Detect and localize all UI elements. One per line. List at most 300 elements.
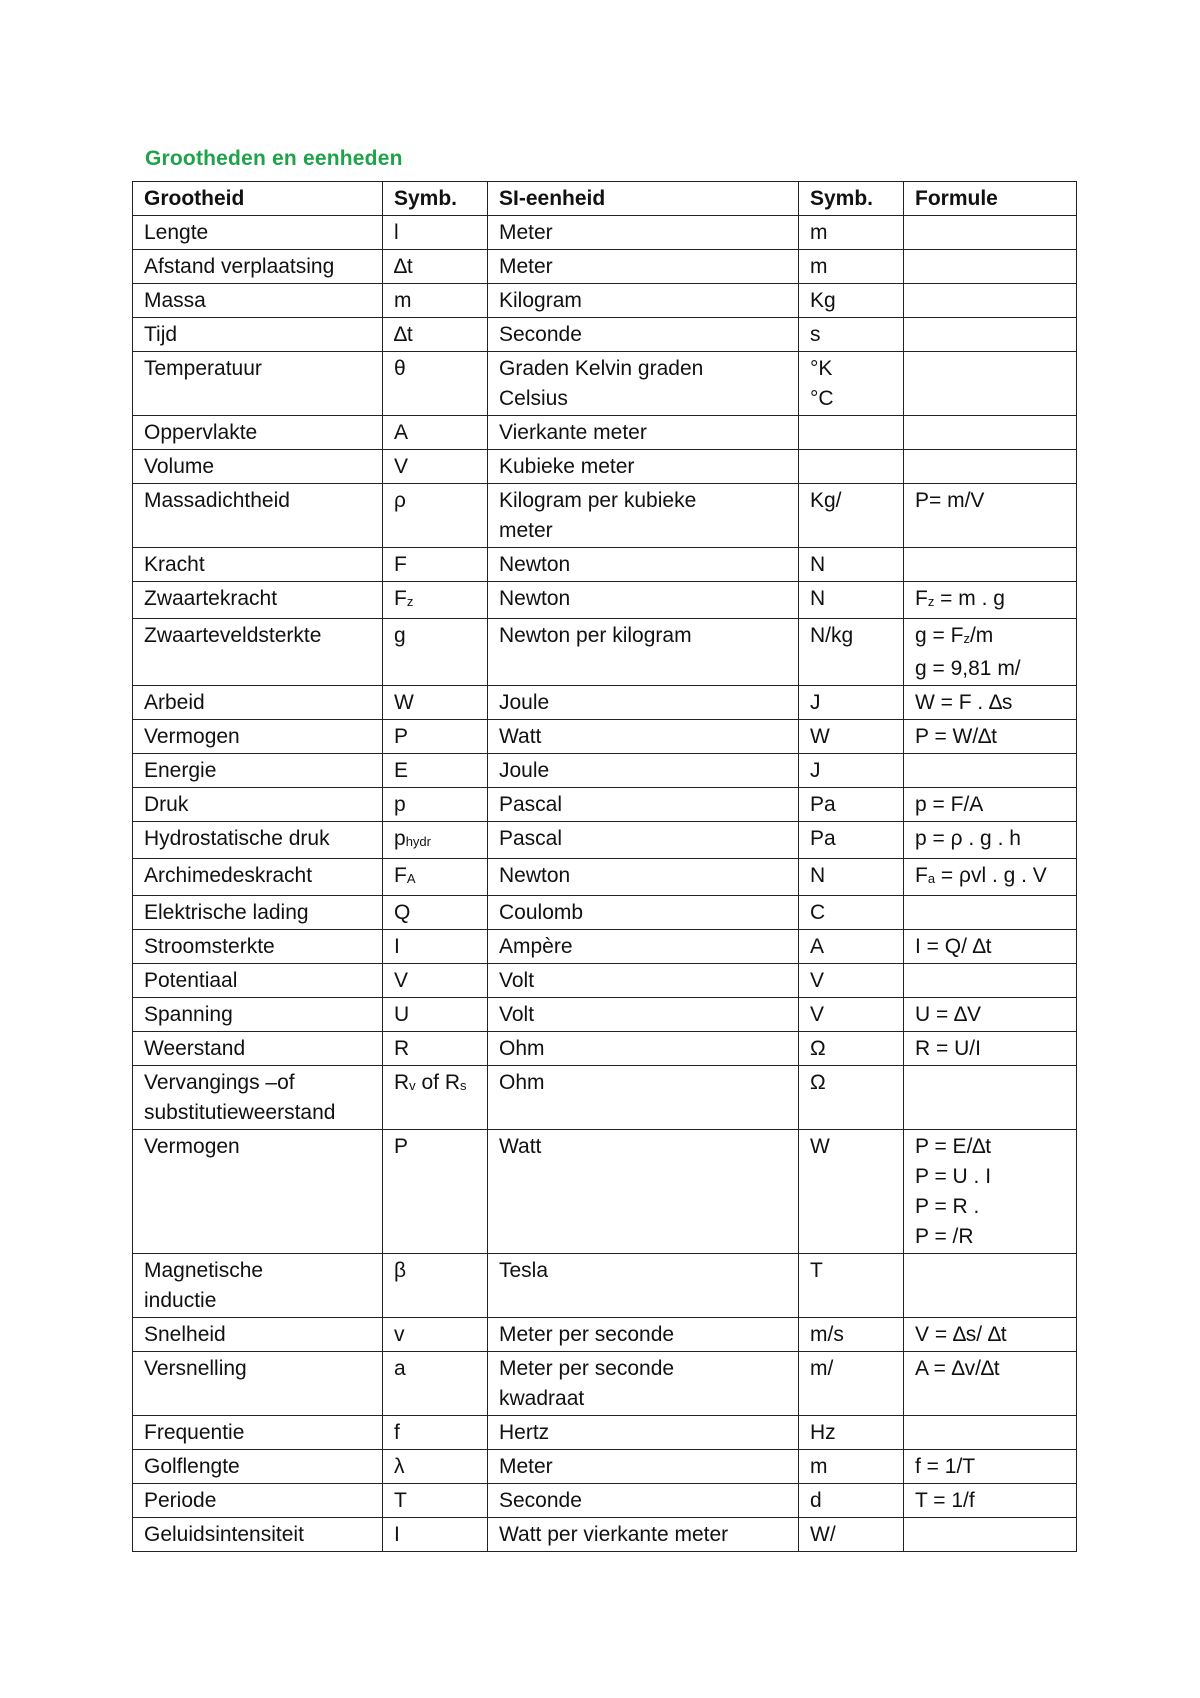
unit-symbol-cell <box>799 1130 904 1254</box>
unit-cell <box>488 1032 799 1066</box>
symbol-cell <box>383 930 488 964</box>
unit-cell <box>488 619 799 686</box>
symbol-cell <box>383 548 488 582</box>
formula-text: Fa = ρvl . g . V <box>915 864 1047 887</box>
quantity-text: Volume <box>144 455 215 478</box>
quantity-text: Archimedeskracht <box>144 864 313 887</box>
quantity-text: Frequentie <box>144 1421 245 1444</box>
formula-cell <box>904 352 1077 416</box>
symbol-text: Rv of Rs <box>394 1071 467 1094</box>
quantity-text: Hydrostatische druk <box>144 827 330 850</box>
symbol-text: E <box>394 759 409 782</box>
unit-cell <box>488 788 799 822</box>
quantity-cell <box>133 964 383 998</box>
unit-cell <box>488 250 799 284</box>
symbol-cell <box>383 1318 488 1352</box>
symbol-text: V <box>394 969 409 992</box>
symbol-text: I <box>394 1523 400 1546</box>
symbol-cell <box>383 1450 488 1484</box>
symbol-cell <box>383 484 488 548</box>
table-row <box>133 352 1077 416</box>
unit-symbol-cell <box>799 964 904 998</box>
formula-cell <box>904 250 1077 284</box>
quantity-cell <box>133 450 383 484</box>
symbol-text: V <box>394 455 409 478</box>
header-unit-symbol: Symb. <box>799 182 904 216</box>
table-row <box>133 998 1077 1032</box>
unit-symbol-cell <box>799 250 904 284</box>
formula-text: A = ∆v/∆t <box>915 1357 1000 1380</box>
table-row <box>133 822 1077 859</box>
unit-symbol-cell <box>799 548 904 582</box>
symbol-text: ρ <box>394 489 406 512</box>
unit-symbol-text: Ω <box>810 1037 826 1060</box>
quantity-text: Stroomsterkte <box>144 935 275 958</box>
unit-cell <box>488 548 799 582</box>
unit-symbol-text: m <box>810 221 828 244</box>
unit-symbol-text: m/ <box>810 1357 834 1380</box>
unit-cell <box>488 896 799 930</box>
quantity-cell <box>133 1416 383 1450</box>
formula-text: Fz = m . g <box>915 587 1005 610</box>
symbol-text: ∆t <box>394 255 413 278</box>
unit-cell <box>488 720 799 754</box>
symbol-cell <box>383 859 488 896</box>
quantity-text: Spanning <box>144 1003 233 1026</box>
unit-symbol-text: Kg/ <box>810 489 842 512</box>
table-header-row <box>133 182 1077 216</box>
formula-cell <box>904 788 1077 822</box>
table-row <box>133 930 1077 964</box>
unit-text: Ohm <box>499 1037 545 1060</box>
quantity-cell <box>133 930 383 964</box>
unit-symbol-text: s <box>810 323 821 346</box>
unit-cell <box>488 998 799 1032</box>
formula-cell <box>904 1352 1077 1416</box>
symbol-cell <box>383 788 488 822</box>
formula-text: P = W/∆t <box>915 725 997 748</box>
unit-cell <box>488 1130 799 1254</box>
unit-text: Pascal <box>499 793 563 816</box>
symbol-text: v <box>394 1323 405 1346</box>
unit-cell <box>488 582 799 619</box>
unit-symbol-text: Hz <box>810 1421 836 1444</box>
symbol-cell <box>383 1518 488 1552</box>
unit-symbol-text: C <box>810 901 826 924</box>
quantity-text: Druk <box>144 793 189 816</box>
unit-text: Watt <box>499 1135 542 1158</box>
symbol-text: T <box>394 1489 407 1512</box>
unit-symbol-text: J <box>810 691 821 714</box>
symbol-cell <box>383 1352 488 1416</box>
table-row <box>133 450 1077 484</box>
unit-symbol-text: V <box>810 969 825 992</box>
unit-cell <box>488 822 799 859</box>
unit-symbol-cell <box>799 1518 904 1552</box>
formula-cell <box>904 318 1077 352</box>
symbol-text: Fz <box>394 587 414 610</box>
symbol-text: θ <box>394 357 406 380</box>
symbol-text: λ <box>394 1455 405 1478</box>
unit-symbol-text: W <box>810 1135 830 1158</box>
formula-cell <box>904 1130 1077 1254</box>
formula-text: p = F/A <box>915 793 984 816</box>
table-row <box>133 964 1077 998</box>
formula-cell <box>904 484 1077 548</box>
table-row <box>133 1318 1077 1352</box>
unit-cell <box>488 318 799 352</box>
symbol-text: Q <box>394 901 411 924</box>
unit-symbol-text: N <box>810 587 826 610</box>
quantity-cell <box>133 548 383 582</box>
table-row <box>133 1484 1077 1518</box>
unit-symbol-text: W <box>810 725 830 748</box>
unit-cell <box>488 1416 799 1450</box>
quantity-cell <box>133 284 383 318</box>
quantity-text: Energie <box>144 759 217 782</box>
quantity-cell <box>133 216 383 250</box>
unit-text: Volt <box>499 1003 535 1026</box>
unit-text: Meter <box>499 255 553 278</box>
symbol-cell <box>383 284 488 318</box>
unit-symbol-cell <box>799 1352 904 1416</box>
header-unit: SI-eenheid <box>488 182 799 216</box>
table-body <box>133 216 1077 1552</box>
formula-cell <box>904 964 1077 998</box>
unit-symbol-text: N <box>810 553 826 576</box>
symbol-text: A <box>394 421 409 444</box>
symbol-text: R <box>394 1037 410 1060</box>
formula-cell <box>904 619 1077 686</box>
formula-cell <box>904 1518 1077 1552</box>
unit-text: Joule <box>499 691 550 714</box>
quantity-cell <box>133 998 383 1032</box>
quantity-text: Snelheid <box>144 1323 226 1346</box>
unit-symbol-cell <box>799 450 904 484</box>
table-row <box>133 1254 1077 1318</box>
table-row <box>133 1352 1077 1416</box>
formula-cell <box>904 930 1077 964</box>
unit-symbol-text: A <box>810 935 825 958</box>
unit-cell <box>488 1484 799 1518</box>
formula-text: P= m/V <box>915 489 985 512</box>
unit-text: Newton <box>499 864 571 887</box>
formula-text: T = 1/f <box>915 1489 975 1512</box>
formula-cell <box>904 1484 1077 1518</box>
unit-symbol-text: °C <box>810 387 834 410</box>
symbol-text: W <box>394 691 414 714</box>
symbol-text: ∆t <box>394 323 413 346</box>
formula-cell <box>904 822 1077 859</box>
unit-symbol-cell <box>799 930 904 964</box>
symbol-cell <box>383 352 488 416</box>
table-row <box>133 1130 1077 1254</box>
quantity-cell <box>133 250 383 284</box>
symbol-cell <box>383 416 488 450</box>
unit-text: Watt <box>499 725 542 748</box>
formula-cell <box>904 1416 1077 1450</box>
symbol-text: FA <box>394 864 416 887</box>
table-row <box>133 1032 1077 1066</box>
quantity-cell <box>133 1032 383 1066</box>
symbol-cell <box>383 686 488 720</box>
quantity-cell <box>133 484 383 548</box>
table-row <box>133 416 1077 450</box>
quantity-cell <box>133 1352 383 1416</box>
formula-text: g = Fz/m <box>915 624 994 647</box>
quantity-text: Versnelling <box>144 1357 247 1380</box>
unit-text: Ampère <box>499 935 573 958</box>
formula-cell <box>904 1450 1077 1484</box>
table-row <box>133 484 1077 548</box>
quantity-cell <box>133 720 383 754</box>
symbol-text: β <box>394 1259 407 1282</box>
symbol-text: a <box>394 1357 406 1380</box>
unit-text: Ohm <box>499 1071 545 1094</box>
unit-text: Volt <box>499 969 535 992</box>
symbol-text: F <box>394 553 407 576</box>
unit-text: Meter per seconde <box>499 1357 675 1380</box>
unit-cell <box>488 1066 799 1130</box>
header-symbol: Symb. <box>383 182 488 216</box>
table-row <box>133 1518 1077 1552</box>
table-row <box>133 284 1077 318</box>
formula-cell <box>904 450 1077 484</box>
unit-symbol-cell <box>799 896 904 930</box>
formula-text: p = ρ . g . h <box>915 827 1021 850</box>
unit-text: meter <box>499 519 553 542</box>
symbol-text: f <box>394 1421 400 1444</box>
unit-cell <box>488 930 799 964</box>
symbol-cell <box>383 619 488 686</box>
unit-cell <box>488 754 799 788</box>
quantity-text: Arbeid <box>144 691 205 714</box>
quantity-cell <box>133 352 383 416</box>
formula-cell <box>904 686 1077 720</box>
quantity-cell <box>133 822 383 859</box>
formula-cell <box>904 1254 1077 1318</box>
formula-text: P = R . <box>915 1195 980 1218</box>
unit-symbol-cell <box>799 582 904 619</box>
unit-text: Kilogram per kubieke <box>499 489 697 512</box>
page-title: Grootheden en eenheden <box>145 147 403 170</box>
symbol-text: g <box>394 624 406 647</box>
unit-cell <box>488 1318 799 1352</box>
formula-cell <box>904 859 1077 896</box>
header-quantity: Grootheid <box>133 182 383 216</box>
symbol-cell <box>383 1484 488 1518</box>
formula-text: P = U . I <box>915 1165 992 1188</box>
formula-cell <box>904 284 1077 318</box>
symbol-cell <box>383 822 488 859</box>
unit-text: kwadraat <box>499 1387 585 1410</box>
quantity-text: Geluidsintensiteit <box>144 1523 304 1546</box>
unit-symbol-text: m <box>810 1455 828 1478</box>
unit-cell <box>488 450 799 484</box>
unit-symbol-cell <box>799 619 904 686</box>
unit-symbol-cell <box>799 1032 904 1066</box>
unit-symbol-cell <box>799 720 904 754</box>
symbol-cell <box>383 1032 488 1066</box>
symbol-cell <box>383 450 488 484</box>
unit-symbol-cell <box>799 1254 904 1318</box>
quantity-text: Temperatuur <box>144 357 262 380</box>
formula-cell <box>904 998 1077 1032</box>
formula-cell <box>904 754 1077 788</box>
quantity-text: substitutieweerstand <box>144 1101 336 1124</box>
symbol-text: l <box>394 221 399 244</box>
symbol-cell <box>383 250 488 284</box>
table-row <box>133 859 1077 896</box>
quantity-cell <box>133 1318 383 1352</box>
symbol-cell <box>383 720 488 754</box>
quantity-text: Zwaartekracht <box>144 587 278 610</box>
unit-symbol-cell <box>799 788 904 822</box>
unit-text: Kubieke meter <box>499 455 635 478</box>
unit-symbol-text: V <box>810 1003 825 1026</box>
unit-text: Joule <box>499 759 550 782</box>
symbol-cell <box>383 964 488 998</box>
unit-cell <box>488 1518 799 1552</box>
formula-text: R = U/I <box>915 1037 981 1060</box>
formula-text: W = F . ∆s <box>915 691 1013 714</box>
quantity-text: Massadichtheid <box>144 489 290 512</box>
table-row <box>133 686 1077 720</box>
table-row <box>133 1416 1077 1450</box>
table-row <box>133 788 1077 822</box>
quantity-cell <box>133 1066 383 1130</box>
quantity-text: Weerstand <box>144 1037 246 1060</box>
quantity-text: Potentiaal <box>144 969 238 992</box>
unit-symbol-cell <box>799 998 904 1032</box>
symbol-text: P <box>394 1135 409 1158</box>
formula-cell <box>904 416 1077 450</box>
unit-symbol-text: N <box>810 864 826 887</box>
symbol-text: m <box>394 289 412 312</box>
symbol-text: phydr <box>394 827 431 850</box>
unit-text: Celsius <box>499 387 568 410</box>
unit-symbol-cell <box>799 216 904 250</box>
table-row <box>133 720 1077 754</box>
table-row <box>133 318 1077 352</box>
quantity-cell <box>133 318 383 352</box>
unit-symbol-cell <box>799 484 904 548</box>
table-row <box>133 216 1077 250</box>
unit-symbol-cell <box>799 686 904 720</box>
formula-cell <box>904 1032 1077 1066</box>
unit-text: Seconde <box>499 1489 582 1512</box>
quantity-text: Lengte <box>144 221 209 244</box>
unit-symbol-text: T <box>810 1259 823 1282</box>
unit-text: Hertz <box>499 1421 550 1444</box>
quantities-table <box>132 181 1077 1552</box>
unit-cell <box>488 484 799 548</box>
unit-cell <box>488 859 799 896</box>
quantity-text: Golflengte <box>144 1455 240 1478</box>
quantity-cell <box>133 1254 383 1318</box>
quantity-cell <box>133 619 383 686</box>
symbol-cell <box>383 1130 488 1254</box>
quantity-text: inductie <box>144 1289 217 1312</box>
symbol-cell <box>383 896 488 930</box>
unit-cell <box>488 284 799 318</box>
unit-text: Meter <box>499 221 553 244</box>
symbol-cell <box>383 1416 488 1450</box>
formula-cell <box>904 1066 1077 1130</box>
unit-symbol-text: Pa <box>810 793 836 816</box>
symbol-text: P <box>394 725 409 748</box>
formula-cell <box>904 216 1077 250</box>
unit-text: Coulomb <box>499 901 584 924</box>
header-formula: Formule <box>904 182 1077 216</box>
unit-symbol-cell <box>799 416 904 450</box>
formula-cell <box>904 896 1077 930</box>
unit-cell <box>488 1352 799 1416</box>
formula-text: U = ∆V <box>915 1003 981 1026</box>
table-row <box>133 754 1077 788</box>
unit-text: Seconde <box>499 323 582 346</box>
table-row <box>133 619 1077 686</box>
unit-text: Newton <box>499 587 571 610</box>
unit-cell <box>488 416 799 450</box>
unit-symbol-text: Pa <box>810 827 836 850</box>
unit-symbol-cell <box>799 1066 904 1130</box>
symbol-cell <box>383 216 488 250</box>
symbol-text: p <box>394 793 406 816</box>
unit-cell <box>488 1450 799 1484</box>
quantity-cell <box>133 1450 383 1484</box>
quantity-text: Kracht <box>144 553 205 576</box>
quantity-cell <box>133 788 383 822</box>
formula-text: P = E/∆t <box>915 1135 992 1158</box>
quantity-text: Periode <box>144 1489 217 1512</box>
unit-symbol-text: Kg <box>810 289 836 312</box>
quantity-text: Zwaarteveldsterkte <box>144 624 322 647</box>
table-row <box>133 250 1077 284</box>
symbol-text: U <box>394 1003 410 1026</box>
quantity-cell <box>133 582 383 619</box>
quantity-cell <box>133 686 383 720</box>
quantity-cell <box>133 1484 383 1518</box>
table-row <box>133 896 1077 930</box>
unit-text: Meter per seconde <box>499 1323 675 1346</box>
unit-symbol-cell <box>799 859 904 896</box>
unit-symbol-cell <box>799 284 904 318</box>
unit-symbol-cell <box>799 754 904 788</box>
symbol-text: I <box>394 935 400 958</box>
unit-text: Newton per kilogram <box>499 624 692 647</box>
unit-text: Newton <box>499 553 571 576</box>
formula-text: V = ∆s/ ∆t <box>915 1323 1007 1346</box>
quantity-text: Tijd <box>144 323 178 346</box>
unit-symbol-cell <box>799 352 904 416</box>
unit-text: Pascal <box>499 827 563 850</box>
unit-text: Graden Kelvin graden <box>499 357 704 380</box>
quantity-text: Elektrische lading <box>144 901 309 924</box>
formula-text: P = /R <box>915 1225 974 1248</box>
unit-symbol-text: °K <box>810 357 833 380</box>
formula-text: f = 1/T <box>915 1455 976 1478</box>
quantity-cell <box>133 896 383 930</box>
unit-symbol-cell <box>799 822 904 859</box>
unit-cell <box>488 964 799 998</box>
unit-symbol-text: N/kg <box>810 624 854 647</box>
quantity-cell <box>133 416 383 450</box>
unit-cell <box>488 1254 799 1318</box>
unit-symbol-text: W/ <box>810 1523 836 1546</box>
symbol-cell <box>383 1066 488 1130</box>
quantity-text: Vermogen <box>144 1135 240 1158</box>
